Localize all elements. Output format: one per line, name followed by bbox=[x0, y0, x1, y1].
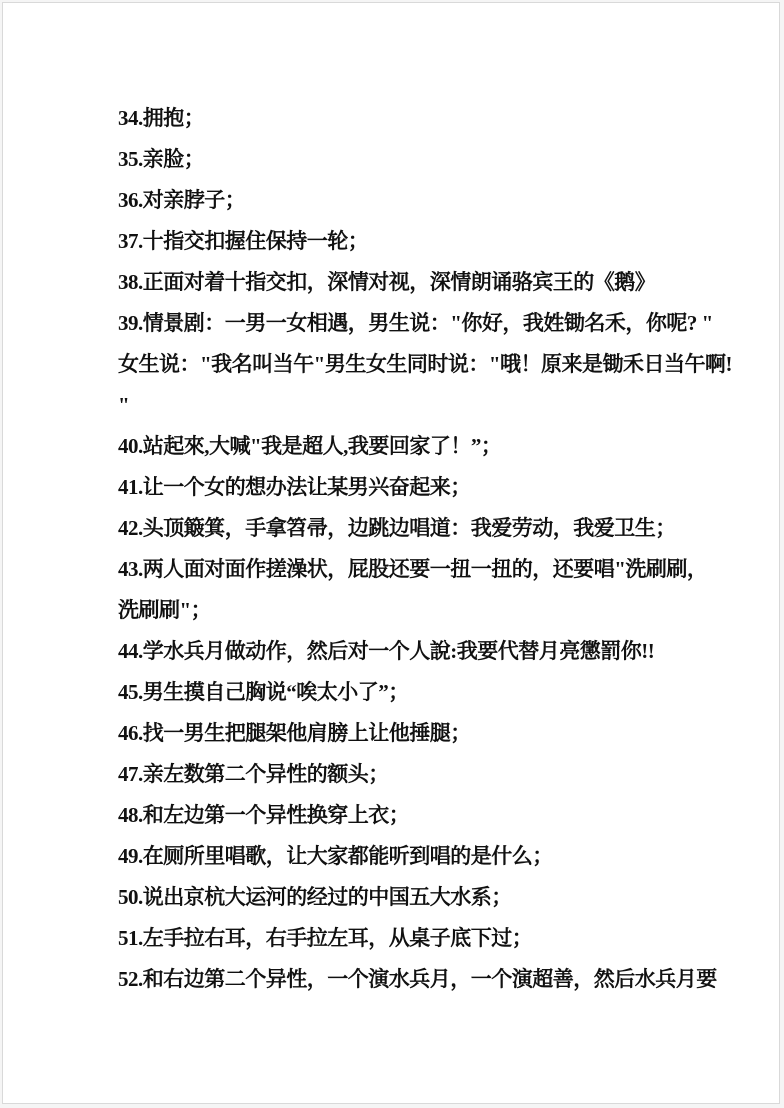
text-line: 34.拥抱； bbox=[118, 106, 205, 130]
text-line: 45.男生摸自己胸说“唉太小了”； bbox=[118, 680, 409, 704]
text-line: 洗刷刷"； bbox=[118, 598, 212, 622]
text-line: 46.找一男生把腿架他肩膀上让他捶腿； bbox=[118, 721, 471, 745]
text-line: 51.左手拉右耳，右手拉左耳，从桌子底下过； bbox=[118, 926, 533, 950]
document-page bbox=[2, 2, 780, 1104]
text-line: 38.正面对着十指交扣，深情对视，深情朗诵骆宾王的《鹅》 bbox=[118, 270, 656, 294]
text-line: 49.在厕所里唱歌，让大家都能听到唱的是什么； bbox=[118, 844, 553, 868]
text-line: 35.亲脸； bbox=[118, 147, 205, 171]
document-text bbox=[118, 103, 732, 1005]
text-line: 41.让一个女的想办法让某男兴奋起来； bbox=[118, 475, 471, 499]
text-line: 48.和左边第一个异性换穿上衣； bbox=[118, 803, 410, 827]
text-line: 44.学水兵月做动作，然后对一个人說:我要代替月亮懲罰你!! bbox=[118, 639, 655, 663]
text-line: 女生说："我名叫当午"男生女生同时说："哦！原来是锄禾日当午啊! bbox=[118, 352, 732, 376]
text-line: 40.站起來,大喊"我是超人,我要回家了！”； bbox=[118, 434, 502, 458]
text-line: 39.情景剧：一男一女相遇，男生说："你好，我姓锄名禾，你呢? " bbox=[118, 311, 713, 335]
text-line: 47.亲左数第二个异性的额头； bbox=[118, 762, 389, 786]
text-line: 36.对亲脖子； bbox=[118, 188, 246, 212]
text-line: 50.说出京杭大运河的经过的中国五大水系； bbox=[118, 885, 512, 909]
text-line: 37.十指交扣握住保持一轮； bbox=[118, 229, 369, 253]
text-line: 52.和右边第二个异性，一个演水兵月，一个演超善，然后水兵月要 bbox=[118, 967, 717, 991]
text-line: " bbox=[118, 393, 130, 417]
text-line: 43.两人面对面作搓澡状，屁股还要一扭一扭的，还要唱"洗刷刷， bbox=[118, 557, 708, 581]
text-line: 42.头顶簸箕，手拿笤帚，边跳边唱道：我爱劳动，我爱卫生； bbox=[118, 516, 676, 540]
